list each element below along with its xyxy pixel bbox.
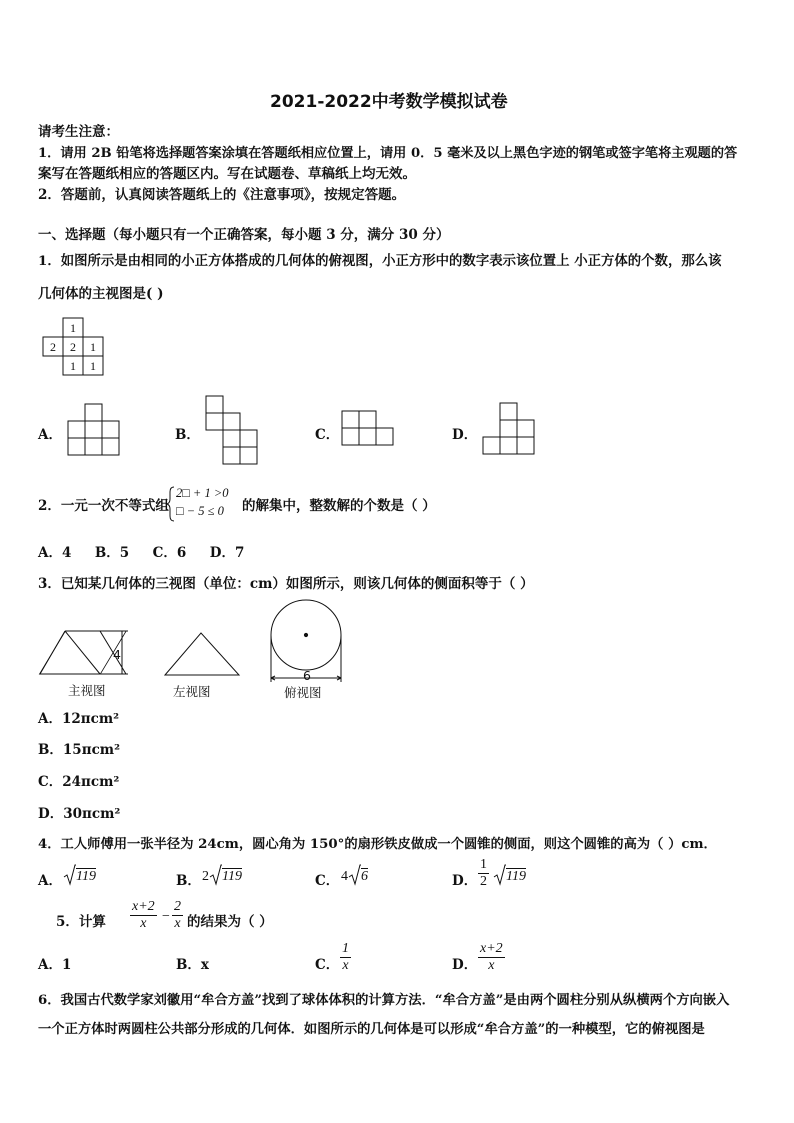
page-title: 2021-2022中考数学模拟试卷	[270, 92, 508, 112]
fraction-denominator: x	[488, 958, 495, 973]
q3-option-d[interactable]: D．30πcm²	[38, 806, 121, 822]
q4-option-b-label[interactable]: B．	[176, 873, 201, 889]
fraction-numerator: 1	[480, 857, 487, 872]
q5-suffix: 的结果为（ ）	[187, 914, 273, 930]
section-heading: 一、选择题（每小题只有一个正确答案，每小题 3 分，满分 30 分）	[38, 227, 450, 243]
q1-option-b-label[interactable]: B．	[175, 427, 200, 443]
grid-cell-number: 2	[50, 340, 56, 354]
grid-cell-number: 1	[70, 321, 76, 335]
q2-suffix: 的解集中，整数解的个数是（ ）	[242, 498, 436, 514]
fraction-denominator: x	[174, 916, 181, 931]
q4-option-a-radicand: 119	[76, 869, 96, 884]
q2-prefix: 2．一元一次不等式组	[38, 498, 169, 514]
q5-prefix: 5．计算	[56, 914, 106, 930]
fraction-numerator: 1	[342, 941, 349, 956]
q1-option-d-label[interactable]: D．	[452, 427, 478, 443]
q1-option-a-figure[interactable]	[68, 404, 124, 456]
q4-option-c-radicand: 6	[361, 869, 368, 884]
q4-text: 4．工人师傅用一张半径为 24cm，圆心角为 150°的扇形铁皮做成一个圆锥的侧面，则这个圆锥的高为（ ）cm．	[38, 837, 717, 852]
q1-option-a-label[interactable]: A．	[38, 427, 62, 443]
notice-line-1: 1．请用 2B 铅笔将选择题答案涂填在答题纸相应位置上，请用 0．5 毫米及以上黑色字迹的钢笔或签字笔将主观题的答	[38, 146, 738, 161]
sqrt-icon	[494, 864, 506, 886]
q4-option-c-label[interactable]: C．	[315, 873, 340, 889]
grid-cell-number: 1	[90, 359, 96, 373]
q5-fraction-2	[172, 899, 183, 932]
sqrt-icon	[210, 864, 222, 886]
q3-side-view-figure	[163, 631, 243, 677]
grid-cell-number: 2	[70, 340, 76, 354]
q4-option-d-fraction	[478, 857, 489, 890]
brace-icon	[167, 486, 175, 522]
q1-option-b-figure[interactable]	[206, 396, 262, 466]
q3-side-view-caption: 左视图	[173, 684, 211, 699]
q5-option-c-label[interactable]: C．	[315, 957, 340, 973]
q3-option-b[interactable]: B．15πcm²	[38, 742, 120, 758]
q5-option-b[interactable]: B．x	[176, 957, 209, 973]
q3-diameter-label: 6	[303, 668, 311, 683]
q4-option-d-label[interactable]: D．	[452, 873, 478, 889]
q3-front-view-caption: 主视图	[68, 683, 106, 698]
q5-option-d-fraction	[478, 941, 505, 974]
grid-cell-number: 1	[90, 340, 96, 354]
q3-height-label: 4	[113, 647, 121, 662]
q4-option-d-radicand: 119	[506, 869, 526, 884]
q3-top-view-caption: 俯视图	[284, 685, 322, 700]
sqrt-icon	[64, 864, 76, 886]
fraction-denominator: x	[140, 916, 147, 931]
q4-option-b-radicand: 119	[222, 869, 242, 884]
q5-option-d-label[interactable]: D．	[452, 957, 478, 973]
q3-option-c[interactable]: C．24πcm²	[38, 774, 120, 790]
q3-option-a[interactable]: A．12πcm²	[38, 711, 120, 727]
q5-option-c-fraction	[340, 941, 351, 974]
grid-cell-number: 1	[70, 359, 76, 373]
q1-text-line-2: 几何体的主视图是( )	[38, 286, 164, 302]
notice-line-3: 2．答题前，认真阅读答题纸上的《注意事项》，按规定答题。	[38, 187, 406, 203]
sqrt-icon	[349, 864, 361, 886]
notice-line-2: 案写在答题纸相应的答题区内。写在试题卷、草稿纸上均无效。	[38, 166, 416, 182]
fraction-numerator: x+2	[480, 941, 503, 956]
q2-inequality-2: □ − 5 ≤ 0	[176, 504, 224, 518]
q1-option-c-label[interactable]: C．	[315, 427, 340, 443]
q2-inequality-1: 2□ + 1 >0	[176, 486, 229, 500]
notice-heading: 请考生注意：	[38, 124, 119, 140]
q3-text: 3．已知某几何体的三视图（单位：cm）如图所示，则该几何体的侧面积等于（ ）	[38, 576, 534, 592]
q5-minus-sign: −	[162, 909, 170, 924]
q4-option-a-label[interactable]: A．	[38, 873, 62, 889]
q4-option-b-coefficient: 2	[202, 869, 209, 884]
q5-fraction-1	[130, 899, 157, 932]
fraction-denominator: 2	[480, 874, 487, 889]
q1-option-d-figure[interactable]	[483, 403, 539, 457]
q1-text-line-1: 1．如图所示是由相同的小正方体搭成的几何体的俯视图，小正方形中的数字表示该位置上 小正方体的个数，那么该	[38, 253, 722, 269]
q6-text-line-1: 6．我国古代数学家刘徽用“牟合方盖”找到了球体体积的计算方法．“牟合方盖”是由两个圆柱分别从纵横两个方向嵌入	[38, 993, 730, 1008]
fraction-numerator: 2	[174, 899, 181, 914]
q1-option-c-figure[interactable]	[342, 411, 398, 447]
fraction-denominator: x	[342, 958, 349, 973]
q6-text-line-2: 一个正方体时两圆柱公共部分形成的几何体．如图所示的几何体是可以形成“牟合方盖”的一种模型，它的俯视图是	[38, 1022, 705, 1037]
q2-options[interactable]: A．4 B．5 C．6 D．7	[38, 545, 245, 561]
q5-option-a[interactable]: A．1	[38, 957, 72, 973]
q4-option-c-coefficient: 4	[341, 869, 348, 884]
q1-grid-numbers	[43, 318, 105, 376]
fraction-numerator: x+2	[132, 899, 155, 914]
